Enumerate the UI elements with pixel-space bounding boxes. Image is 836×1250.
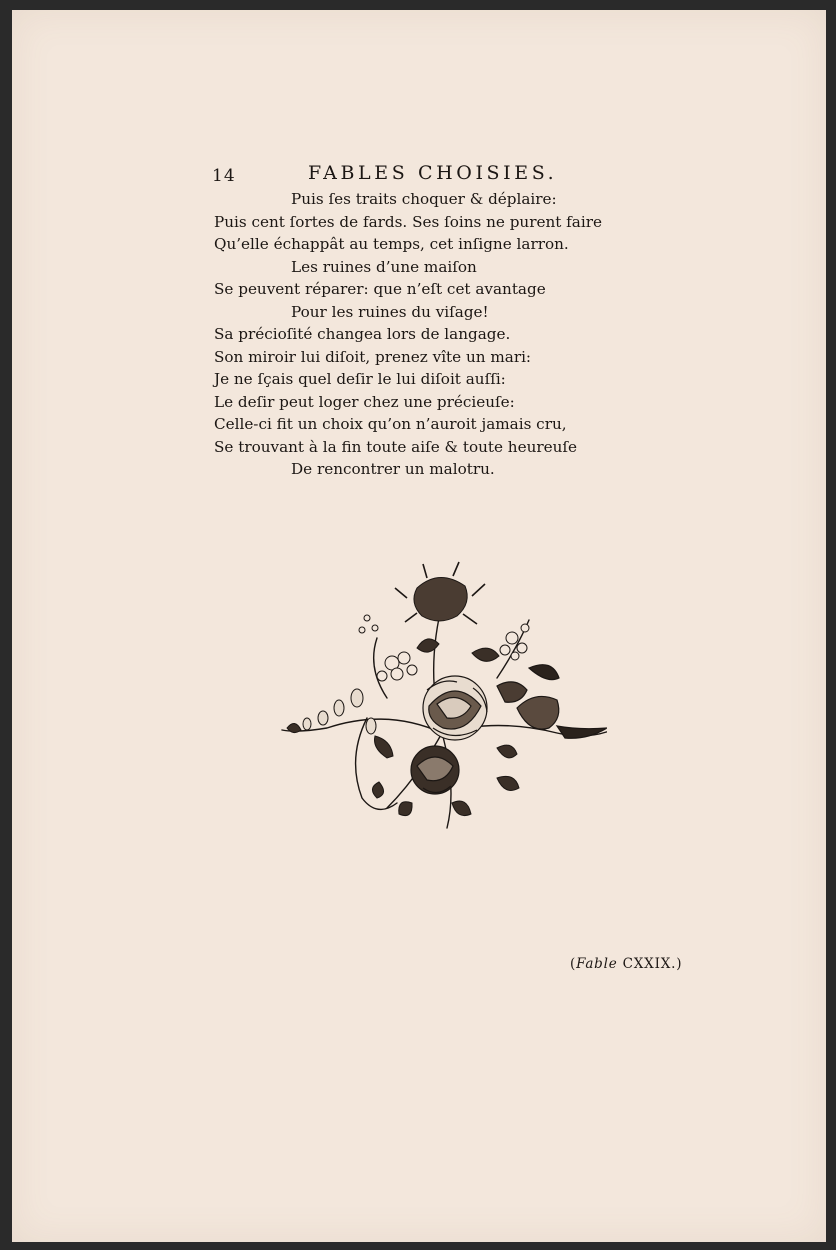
verse-line: Se trouvant à la fin toute aiſe & toute heureuſe xyxy=(214,437,577,456)
verse-line: Se peuvent réparer: que n’eſt cet avantage xyxy=(214,280,546,298)
fable-reference xyxy=(570,956,682,972)
verse-line: Celle-ci fit un choix qu’on n’auroit jamais cru, xyxy=(214,415,567,433)
fable-ref-number: CXXIX. xyxy=(617,956,677,972)
fable-ref-word: Fable xyxy=(576,956,618,972)
verse-line: Puis cent ſortes de fards. Ses ſoins ne purent faire xyxy=(214,212,602,231)
verse-block xyxy=(214,188,614,481)
running-title: FABLES CHOISIES. xyxy=(308,162,558,184)
floral-ornament-icon xyxy=(267,558,607,838)
verse-line: De rencontrer un malotru. xyxy=(291,460,495,478)
verse-line: Les ruines d’une maiſon xyxy=(291,257,477,276)
verse-line: Puis ſes traits choquer & déplaire: xyxy=(291,190,557,208)
verse-line: Pour les ruines du viſage! xyxy=(291,302,489,321)
verse-line: Son miroir lui diſoit, prenez vîte un mari: xyxy=(214,347,532,366)
verse-line: Qu’elle échappât au temps, cet inſigne larron. xyxy=(214,235,569,253)
verse-line: Sa précioſité changea lors de langage. xyxy=(214,325,511,343)
verse-line: Le deſir peut loger chez une précieuſe: xyxy=(214,392,515,411)
book-page xyxy=(12,10,826,1242)
verse-line: Je ne ſçais quel deſir le lui diſoit auſſi: xyxy=(214,370,506,388)
fable-ref-close-paren: ) xyxy=(676,956,683,972)
fable-ref-open-paren: ( xyxy=(570,956,577,972)
page-number: 14 xyxy=(212,166,236,186)
